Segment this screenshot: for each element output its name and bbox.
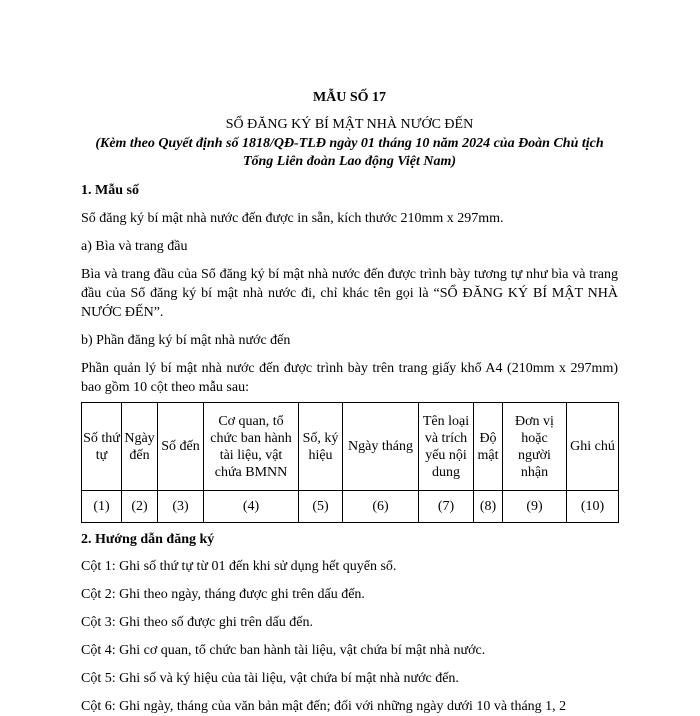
register-table — [81, 402, 619, 523]
column-number-cell: (1) — [82, 491, 122, 523]
column-number-cell: (3) — [158, 491, 204, 523]
column-number-cell: (2) — [122, 491, 158, 523]
table-header-cell: Ngày tháng — [343, 403, 419, 491]
section1-sub-a-text: Bìa và trang đầu của Sổ đăng ký bí mật nhà nước đến được trình bày tương tự như bìa và trang đầu của Sổ đăng ký bí mật nhà nước đi, chỉ khác tên gọi là “SỔ ĐĂNG KÝ BÍ MẬT NHÀ NƯỚC ĐẾN”. — [81, 267, 618, 320]
column-number-cell: (10) — [567, 491, 619, 523]
table-header-cell: Số thứ tự — [82, 403, 122, 491]
table-header-cell: Đơn vị hoặc người nhận — [503, 403, 567, 491]
column-number-cell: (9) — [503, 491, 567, 523]
table-header-cell: Tên loại và trích yếu nội dung — [419, 403, 474, 491]
table-header-row — [82, 403, 619, 491]
section2-line: Cột 5: Ghi số và ký hiệu của tài liệu, vật chứa bí mật nhà nước đến. — [81, 671, 459, 686]
document-page — [81, 89, 618, 716]
section2-line: Cột 4: Ghi cơ quan, tổ chức ban hành tài liệu, vật chứa bí mật nhà nước. — [81, 643, 486, 658]
table-row — [82, 491, 619, 523]
document-title: SỔ ĐĂNG KÝ BÍ MẬT NHÀ NƯỚC ĐẾN — [225, 117, 474, 132]
column-number-cell: (8) — [474, 491, 503, 523]
section2-line: Cột 6: Ghi ngày, tháng của văn bản mật đến; đối với những ngày dưới 10 và tháng 1, 2 — [81, 699, 567, 714]
section1-sub-a-heading: a) Bìa và trang đầu — [81, 239, 188, 254]
table-header-cell: Ngày đến — [122, 403, 158, 491]
section1-sub-b-text: Phần quản lý bí mật nhà nước đến được trình bày trên trang giấy khổ A4 (210mm x 297mm) bao gồm 10 cột theo mẫu sau: — [81, 361, 618, 395]
table-header-cell: Số, ký hiệu — [299, 403, 343, 491]
section2-heading: 2. Hướng dẫn đăng ký — [81, 532, 215, 547]
form-number: MẪU SỐ 17 — [312, 90, 387, 105]
section2-line: Cột 2: Ghi theo ngày, tháng được ghi trên dấu đến. — [81, 587, 365, 602]
table-header-cell: Số đến — [158, 403, 204, 491]
section1-intro: Sổ đăng ký bí mật nhà nước đến được in sẵn, kích thước 210mm x 297mm. — [81, 211, 504, 226]
column-number-cell: (5) — [299, 491, 343, 523]
section1-heading: 1. Mẫu số — [81, 183, 139, 198]
section1-sub-b-heading: b) Phần đăng ký bí mật nhà nước đến — [81, 333, 291, 348]
table-header-cell: Cơ quan, tổ chức ban hành tài liệu, vật chứa BMNN — [204, 403, 299, 491]
column-number-cell: (4) — [204, 491, 299, 523]
section2-line: Cột 3: Ghi theo số được ghi trên dấu đến. — [81, 615, 313, 630]
column-number-cell: (6) — [343, 491, 419, 523]
table-header-cell: Ghi chú — [567, 403, 619, 491]
column-number-cell: (7) — [419, 491, 474, 523]
table-header-cell: Độ mật — [474, 403, 503, 491]
section2-line: Cột 1: Ghi số thứ tự từ 01 đến khi sử dụng hết quyển sổ. — [81, 559, 397, 574]
document-subtitle: (Kèm theo Quyết định số 1818/QĐ-TLĐ ngày 01 tháng 10 năm 2024 của Đoàn Chủ tịch Tổng Liên đoàn Lao động Việt Nam) — [95, 136, 604, 169]
